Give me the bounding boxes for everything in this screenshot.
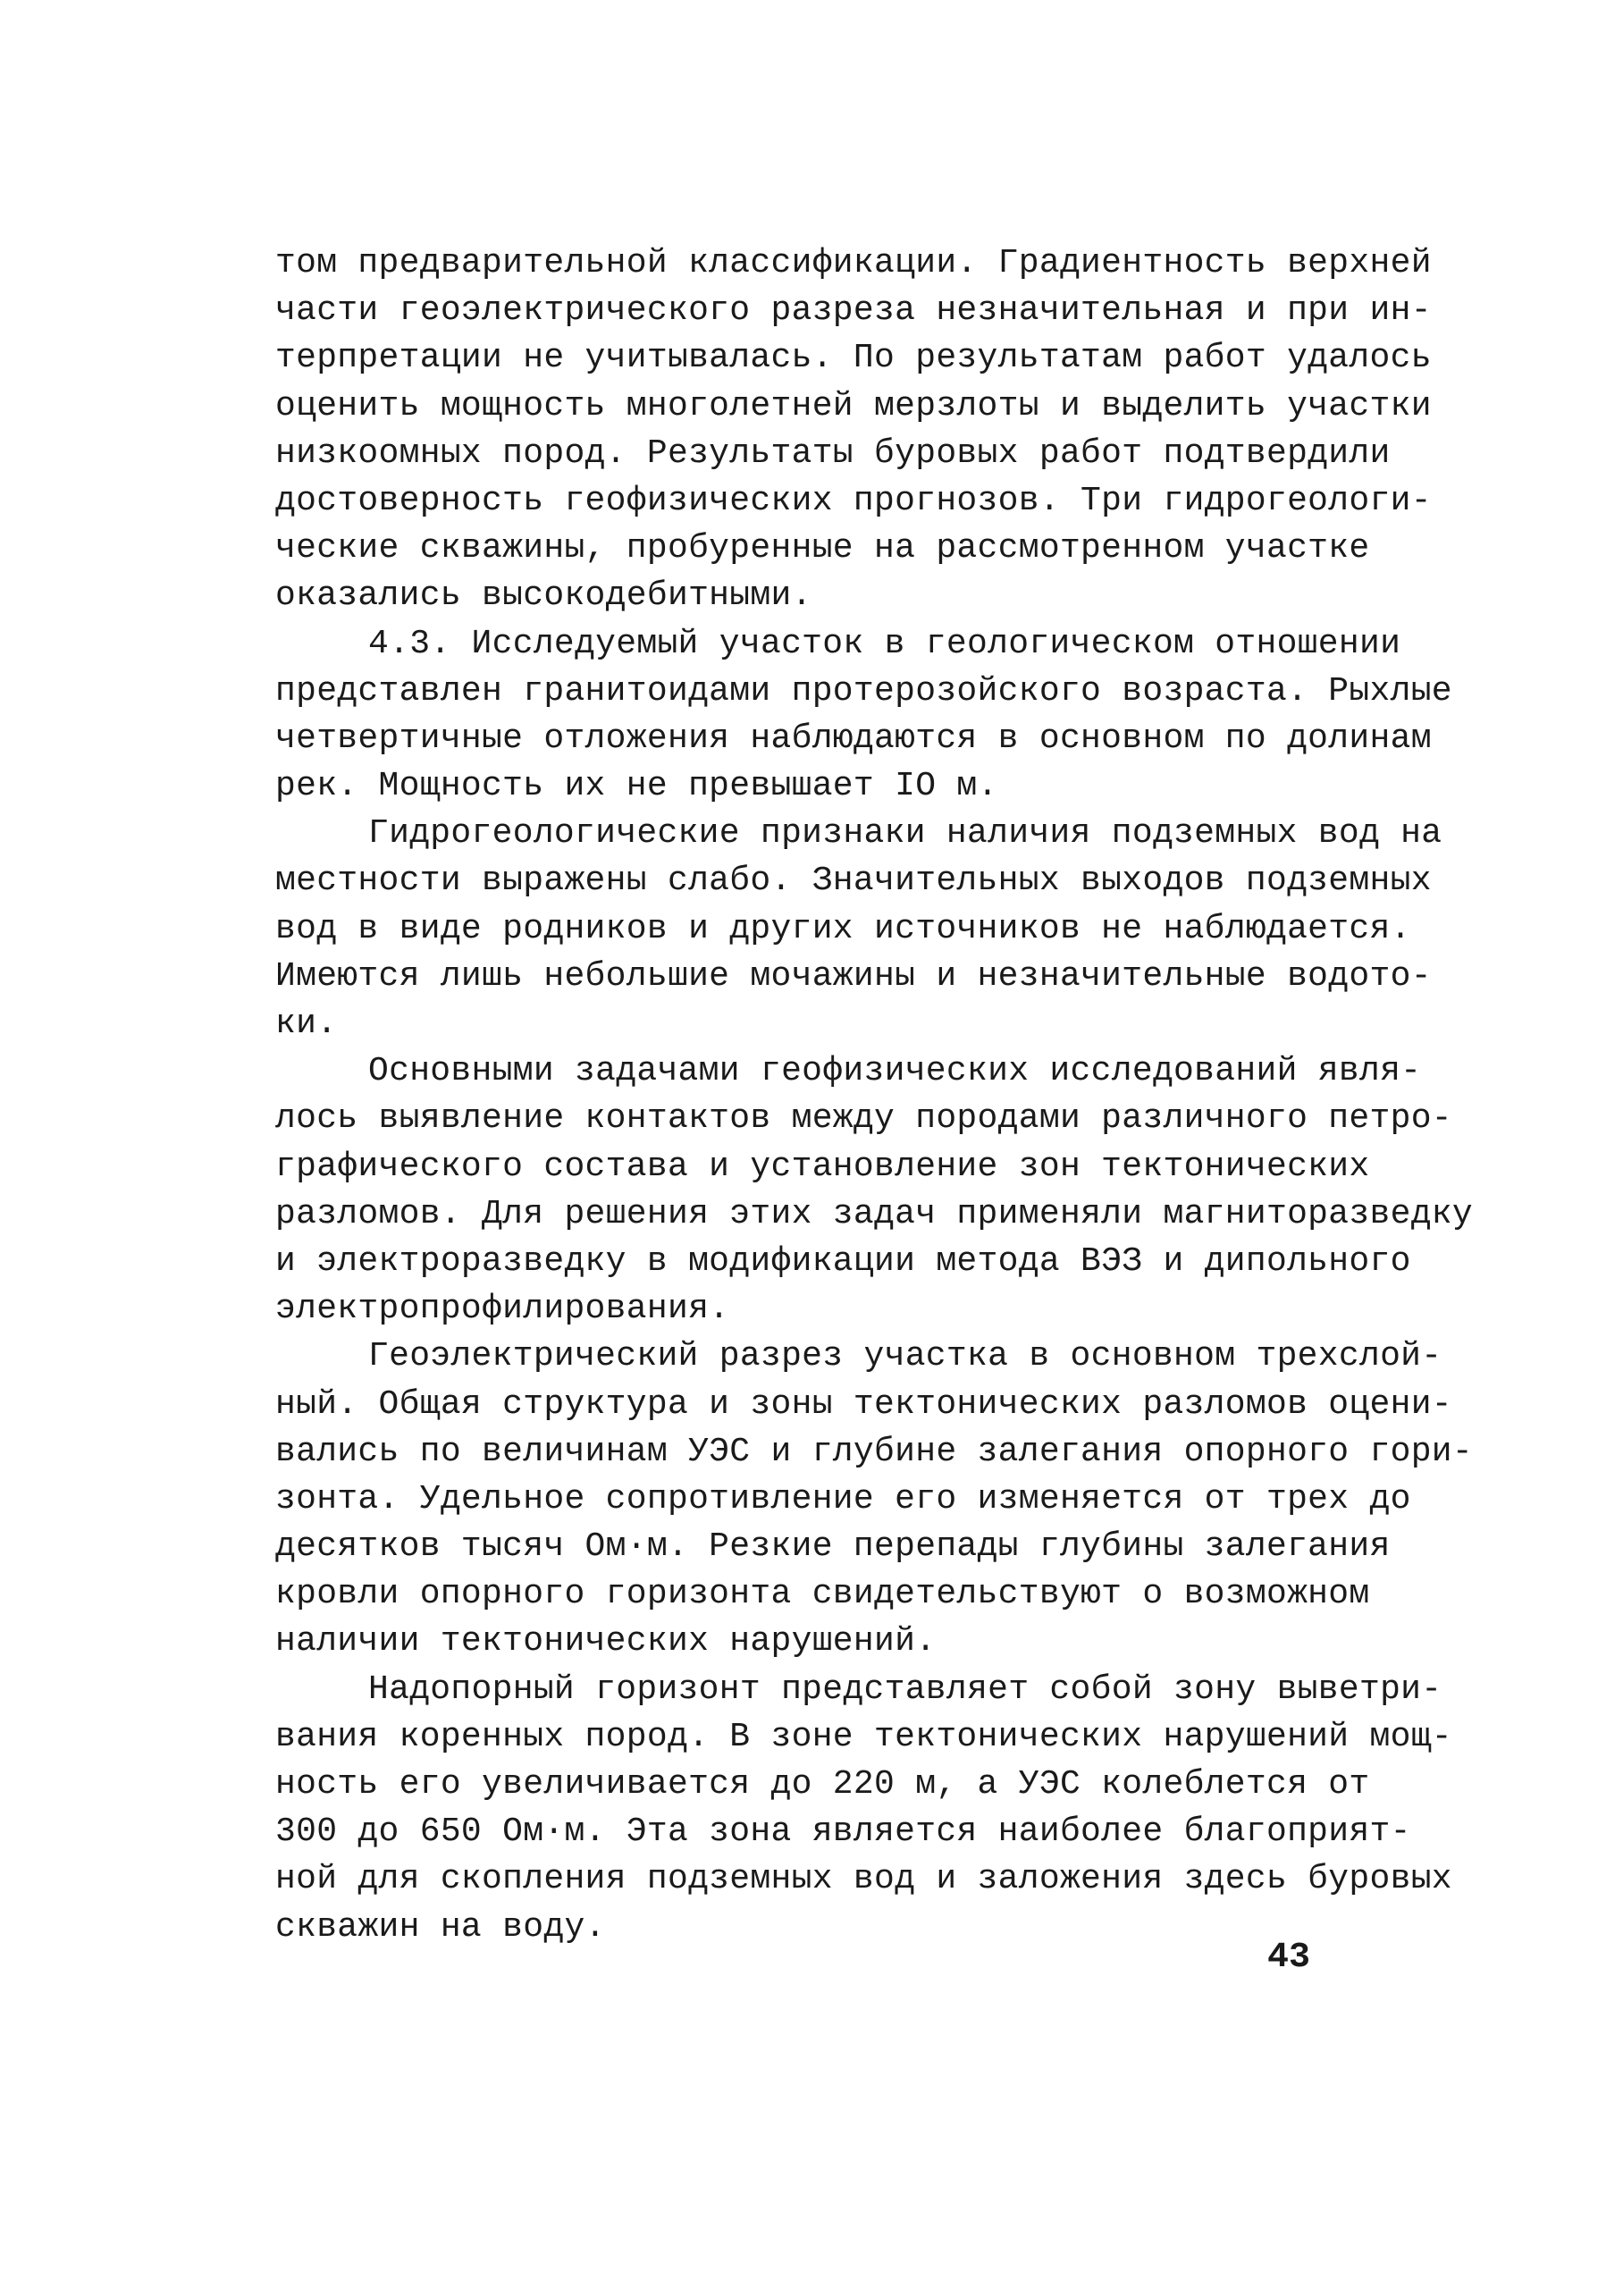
- text-line: Геоэлектрический разрез участка в основном трехслой-: [368, 1337, 1442, 1376]
- text-line: достоверность геофизических прогнозов. Три гидрогеологи-: [275, 481, 1432, 520]
- text-line: Имеются лишь небольшие мочажины и незначительные водото-: [275, 956, 1432, 996]
- text-line: ный. Общая структура и зоны тектонических разломов оцени-: [275, 1384, 1452, 1424]
- text-line: разломов. Для решения этих задач применяли магниторазведку: [275, 1194, 1474, 1233]
- text-line: зонта. Удельное сопротивление его изменяется от трех до: [275, 1479, 1411, 1518]
- text-line: рек. Мощность их не превышает IO м.: [275, 767, 998, 806]
- text-line: электропрофилирования.: [275, 1290, 730, 1329]
- text-line: наличии тектонических нарушений.: [275, 1622, 937, 1661]
- text-line: части геоэлектрического разреза незначительная и при ин-: [275, 291, 1432, 331]
- body-text: [275, 240, 1474, 1951]
- text-line: лось выявление контактов между породами различного петро-: [275, 1099, 1452, 1139]
- text-line: ность его увеличивается до 220 м, а УЭС колеблется от: [275, 1765, 1370, 1804]
- text-line: десятков тысяч Ом·м. Резкие перепады глубины залегания: [275, 1527, 1391, 1567]
- text-line: кровли опорного горизонта свидетельствуют о возможном: [275, 1575, 1370, 1614]
- page-number: 43: [1267, 1938, 1311, 1978]
- text-line: терпретации не учитывалась. По результатам работ удалось: [275, 339, 1432, 378]
- text-line: Надопорный горизонт представляет собой зону выветри-: [368, 1669, 1442, 1709]
- text-line: оказались высокодебитными.: [275, 576, 812, 616]
- text-line: вод в виде родников и других источников не наблюдается.: [275, 909, 1411, 948]
- text-line: ки.: [275, 1005, 338, 1043]
- text-line: графического состава и установление зон тектонических: [275, 1147, 1370, 1186]
- text-line: оценить мощность многолетней мерзлоты и выделить участки: [275, 386, 1432, 425]
- text-line: представлен гранитоидами протерозойского возраста. Рыхлые: [275, 671, 1452, 711]
- text-line: 300 до 650 Ом·м. Эта зона является наиболее благоприят-: [275, 1812, 1411, 1852]
- text-line: Основными задачами геофизических исследований явля-: [368, 1052, 1422, 1091]
- text-line: 4.3. Исследуемый участок в геологическом отношении: [368, 624, 1401, 663]
- text-line: вались по величинам УЭС и глубине залегания опорного гори-: [275, 1432, 1474, 1471]
- text-line: том предварительной классификации. Градиентность верхней: [275, 244, 1432, 282]
- text-line: ческие скважины, пробуренные на рассмотренном участке: [275, 529, 1370, 568]
- text-line: вания коренных пород. В зоне тектонических нарушений мощ-: [275, 1717, 1452, 1756]
- text-line: и электроразведку в модификации метода ВЭЗ и дипольного: [275, 1241, 1411, 1281]
- text-line: ной для скопления подземных вод и заложения здесь буровых: [275, 1860, 1452, 1899]
- text-line: четвертичные отложения наблюдаются в основном по долинам: [275, 719, 1432, 758]
- text-line: низкоомных пород. Результаты буровых работ подтвердили: [275, 433, 1391, 473]
- text-line: скважин на воду.: [275, 1907, 606, 1947]
- text-line: Гидрогеологические признаки наличия подземных вод на: [368, 814, 1442, 854]
- text-line: местности выражены слабо. Значительных выходов подземных: [275, 862, 1432, 901]
